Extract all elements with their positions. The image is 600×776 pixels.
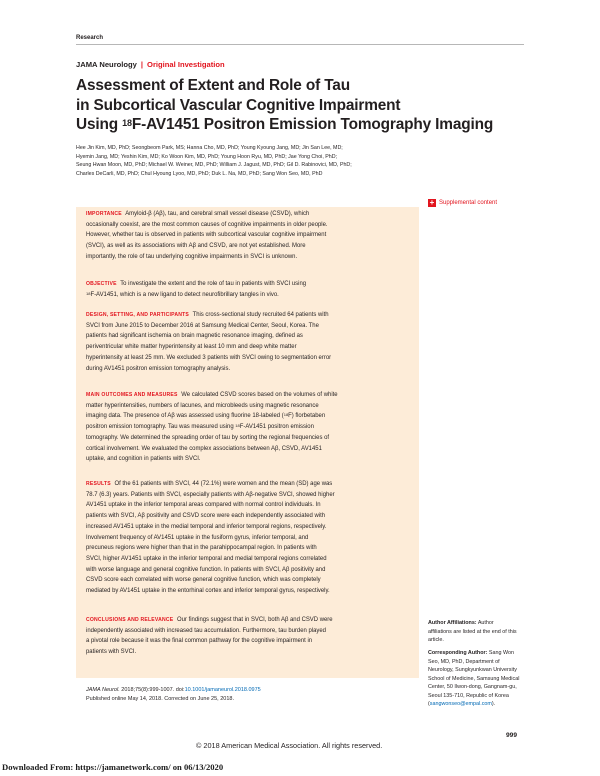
objective-heading: OBJECTIVE <box>86 281 117 287</box>
title-line-3 <box>76 115 526 135</box>
results-text: with worse language and general cognitive function. In patients with SVCI, Aβ positivity and <box>86 566 326 573</box>
results-text: mediated by AV1451 uptake in the entorhinal cortex and inferior temporal gyrus, respectively. <box>86 588 330 595</box>
conclusions-text: patients with SVCI. <box>86 649 137 656</box>
journal-name: JAMA Neurology <box>76 60 137 69</box>
results-text: increased AV1451 uptake in the medial temporal and inferior temporal regions, respectively. <box>86 523 327 530</box>
abstract-conclusions <box>86 615 414 658</box>
conclusions-text: independently associated with increased tau accumulation. Furthermore, tau burden played <box>86 627 326 634</box>
importance-text: (SVCI), as well as its associations with Aβ and CSVD, are not yet established. More <box>86 243 306 250</box>
design-text: during AV1451 positron emission tomography analysis. <box>86 365 231 372</box>
affiliations-label: Author Affiliations: <box>428 620 477 626</box>
title-line-3-post: F-AV1451 Positron Emission Tomography Imaging <box>131 116 494 133</box>
results-text: SVCI, higher AV1451 uptake in the inferior temporal and medial temporal regions correlated <box>86 555 327 562</box>
download-stamp: Downloaded From: https://jamanetwork.com/ on 06/13/2020 <box>2 762 224 772</box>
corresponding-text: Center, 50 Ilwon-dong, Gangnam-gu, <box>428 684 517 690</box>
outcomes-text: cortical involvement. We evaluated the complex associations between Aβ, CSVD, AV1451 <box>86 445 322 452</box>
outcomes-text: F) florbetaben <box>288 413 326 420</box>
outcomes-heading: MAIN OUTCOMES AND MEASURES <box>86 392 178 398</box>
citation-info: 2018;75(8):999-1007. doi: <box>119 687 185 693</box>
author-line: Charles DeCarli, MD, PhD; Chul Hyoung Lyoo, MD, PhD; Duk L. Na, MD, PhD; Sang Won Seo, MD, PhD <box>76 170 323 177</box>
author-affiliations <box>428 619 524 645</box>
outcomes-text: uptake, and cognition in patients with SVCI. <box>86 456 201 463</box>
isotope-superscript: 18 <box>283 412 289 418</box>
importance-text: occasionally coexist, are the most common causes of cognitive impairments in older people. <box>86 221 328 228</box>
corresponding-text: Neurology, Sungkyunkwan University <box>428 667 517 673</box>
results-text: 78.7 (6.3) years. Patients with SVCI, especially patients with Aβ-negative SVCI, showed higher <box>86 491 335 498</box>
design-text: This cross-sectional study recruited 64 patients with <box>192 312 329 318</box>
title-line-3-pre: Using <box>76 116 123 133</box>
abstract-objective <box>86 279 414 300</box>
journal-line <box>76 60 225 69</box>
objective-text: To investigate the extent and the role of tau in patients with SVCI using <box>120 281 307 287</box>
corresponding-text: School of Medicine, Samsung Medical <box>428 675 520 682</box>
outcomes-text: tomography. We determined the spreading order of tau by sorting the regional frequencies of <box>86 434 330 441</box>
header-divider <box>76 44 524 45</box>
affiliations-text: Author <box>477 620 494 626</box>
author-line: Hee Jin Kim, MD, PhD; Seongbeom Park, MS; Hanna Cho, MD, PhD; Young Kyoung Jang, MD; Jin San Lee, MD; <box>76 145 343 151</box>
citation <box>86 686 416 704</box>
outcomes-text: matter hyperintensities, numbers of lacunes, and microbleeds using magnetic resonance <box>86 402 319 409</box>
section-label: Research <box>76 35 104 41</box>
corresponding-text: Sang Won <box>488 650 514 656</box>
email-link[interactable]: sangwonseo@empal.com <box>429 701 492 707</box>
conclusions-heading: CONCLUSIONS AND RELEVANCE <box>86 617 174 623</box>
publication-dates: Published online May 14, 2018. Corrected on June 25, 2018. <box>86 695 234 702</box>
results-text: AV1451 uptake in the inferior temporal areas compared with normal control individuals. In <box>86 502 321 509</box>
author-line: Seung Hwan Moon, MD, PhD; Michael W. Weiner, MD, PhD; William J. Jagust, MD, PhD; Gil D. Rabinovici, MD, PhD; <box>76 162 352 169</box>
importance-text: Amyloid-β (Aβ), tau, and cerebral small vessel disease (CSVD), which <box>125 211 310 217</box>
design-heading: DESIGN, SETTING, AND PARTICIPANTS <box>86 312 190 318</box>
journal-separator: | <box>140 60 144 69</box>
importance-heading: IMPORTANCE <box>86 211 122 217</box>
results-heading: RESULTS <box>86 481 111 487</box>
author-line: Hyemin Jang, MD; Yeshin Kim, MD; Ko Woon Kim, MD, PhD; Young Hoon Ryu, MD, PhD; Jae Yong Choi, PhD; <box>76 153 338 160</box>
results-text: patients with SVCI, Aβ positivity and CSVD score were each independently associated with <box>86 513 326 520</box>
citation-journal: JAMA Neurol. <box>86 687 120 693</box>
corresponding-text: Seo, MD, PhD, Department of <box>428 658 500 665</box>
isotope-superscript: 18 <box>122 118 132 128</box>
conclusions-text: a pivotal role because it was the final common pathway for the cognitive impairment in <box>86 638 313 645</box>
outcomes-text: imaging data. The presence of Aβ was assessed using fluorine 18-labeled ( <box>86 413 284 420</box>
results-text: Of the 61 patients with SVCI, 44 (72.1%) were women and the mean (SD) age was <box>114 481 333 487</box>
importance-text: However, whether tau is observed in patients with subcortical vascular cognitive impairment <box>86 232 327 239</box>
outcomes-text: positron emission tomography. Tau was measured using <box>86 424 236 431</box>
email-paren: ( <box>428 701 430 707</box>
affiliations-text: affiliations are listed at the end of this <box>428 628 517 635</box>
title-line-1: Assessment of Extent and Role of Tau <box>76 77 350 94</box>
doi-link[interactable]: 10.1001/jamaneurol.2018.0975 <box>184 687 261 693</box>
outcomes-text: We calculated CSVD scores based on the volumes of white <box>181 392 338 398</box>
conclusions-text: Our findings suggest that in SVCI, both Aβ and CSVD were <box>177 617 333 623</box>
article-type: Original Investigation <box>147 60 225 69</box>
supplemental-content-label: Supplemental content <box>439 200 498 206</box>
results-text: CSVD score each correlated with worse general cognitive function, which was completely <box>86 577 321 584</box>
corresponding-author <box>428 649 524 709</box>
abstract-outcomes <box>86 390 414 465</box>
author-list <box>76 144 436 178</box>
isotope-superscript: 18 <box>235 423 240 429</box>
design-text: SVCI from June 2015 to December 2016 at Samsung Medical Center, Seoul, Korea. The <box>86 322 319 329</box>
corresponding-label: Corresponding Author: <box>428 650 488 656</box>
isotope-superscript: 18 <box>86 290 91 296</box>
copyright-notice: © 2018 American Medical Association. All rights reserved. <box>196 741 383 750</box>
abstract-design <box>86 310 414 374</box>
supplemental-content-link[interactable] <box>428 199 497 207</box>
importance-text: importantly, the role of tau underlying cognitive impairments in SVCI is unknown. <box>86 253 298 260</box>
title-line-2: in Subcortical Vascular Cognitive Impairment <box>76 96 401 114</box>
results-text: precuneus regions were higher than that in the parahippocampal region. In patients with <box>86 545 317 552</box>
article-title <box>76 76 526 135</box>
page-number: 999 <box>506 732 518 739</box>
results-text: Involvement frequency of AV1451 uptake in the fusiform gyrus, inferior temporal, and <box>86 534 309 541</box>
design-text: hyperintensity at least 25 mm. We excluded 3 patients with SVCI owing to segmentation error <box>86 354 332 361</box>
corresponding-text: Seoul 135-710, Republic of Korea <box>428 692 509 699</box>
abstract-importance <box>86 209 414 263</box>
objective-text: F-AV1451, which is a new ligand to detect neurofibrillary tangles in vivo. <box>90 291 279 298</box>
abstract-results <box>86 479 414 597</box>
plus-icon: + <box>429 198 435 207</box>
email-paren: ). <box>491 701 496 707</box>
design-text: periventricular white matter hyperintensity at least 10 mm and deep white matter <box>86 344 297 351</box>
outcomes-text: F-AV1451 positron emission <box>239 424 314 431</box>
design-text: patients had significant ischemia on brain magnetic resonance imaging, defined as <box>86 333 303 340</box>
affiliations-text: article. <box>428 637 444 643</box>
